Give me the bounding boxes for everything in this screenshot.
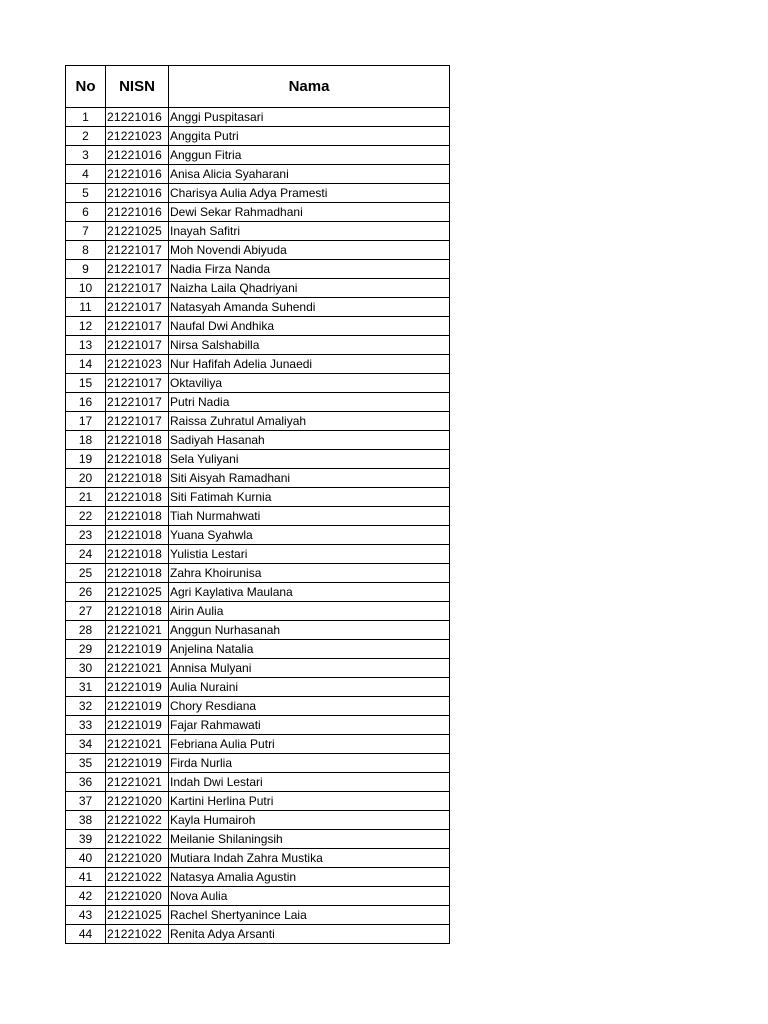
table-row (66, 716, 450, 735)
table-row (66, 203, 450, 222)
cell-no: 32 (66, 697, 106, 716)
cell-no: 28 (66, 621, 106, 640)
header-nisn: NISN (106, 66, 169, 108)
cell-no: 33 (66, 716, 106, 735)
cell-nama: Nirsa Salshabilla (169, 336, 450, 355)
cell-no: 15 (66, 374, 106, 393)
cell-nama: Yuana Syahwla (169, 526, 450, 545)
cell-nama: Firda Nurlia (169, 754, 450, 773)
cell-nama: Chory Resdiana (169, 697, 450, 716)
cell-no: 5 (66, 184, 106, 203)
cell-nisn: 21221021 (106, 773, 169, 792)
header-row (66, 66, 450, 108)
cell-no: 12 (66, 317, 106, 336)
cell-no: 31 (66, 678, 106, 697)
table-row (66, 868, 450, 887)
table-row (66, 640, 450, 659)
cell-nama: Meilanie Shilaningsih (169, 830, 450, 849)
cell-no: 8 (66, 241, 106, 260)
cell-no: 11 (66, 298, 106, 317)
cell-nisn: 21221022 (106, 868, 169, 887)
cell-nama: Anjelina Natalia (169, 640, 450, 659)
cell-nama: Zahra Khoirunisa (169, 564, 450, 583)
cell-nisn: 21221016 (106, 165, 169, 184)
cell-nisn: 21221017 (106, 393, 169, 412)
cell-nama: Fajar Rahmawati (169, 716, 450, 735)
student-table (65, 65, 450, 944)
cell-no: 16 (66, 393, 106, 412)
cell-no: 36 (66, 773, 106, 792)
cell-nama: Sela Yuliyani (169, 450, 450, 469)
cell-nama: Raissa Zuhratul Amaliyah (169, 412, 450, 431)
cell-nisn: 21221018 (106, 602, 169, 621)
cell-nama: Febriana Aulia Putri (169, 735, 450, 754)
table-row (66, 450, 450, 469)
table-row (66, 222, 450, 241)
cell-nama: Anggita Putri (169, 127, 450, 146)
cell-nama: Nur Hafifah Adelia Junaedi (169, 355, 450, 374)
cell-nisn: 21221017 (106, 241, 169, 260)
cell-nama: Nova Aulia (169, 887, 450, 906)
table-row (66, 146, 450, 165)
cell-nisn: 21221016 (106, 184, 169, 203)
cell-nisn: 21221018 (106, 545, 169, 564)
cell-nisn: 21221025 (106, 583, 169, 602)
table-row (66, 792, 450, 811)
cell-nisn: 21221016 (106, 146, 169, 165)
cell-nama: Rachel Shertyanince Laia (169, 906, 450, 925)
table-row (66, 336, 450, 355)
cell-nisn: 21221017 (106, 279, 169, 298)
table-row (66, 431, 450, 450)
cell-nisn: 21221021 (106, 735, 169, 754)
table-row (66, 260, 450, 279)
cell-no: 37 (66, 792, 106, 811)
cell-no: 17 (66, 412, 106, 431)
table-row (66, 279, 450, 298)
table-row (66, 488, 450, 507)
table-row (66, 108, 450, 127)
table-row (66, 355, 450, 374)
table-row (66, 811, 450, 830)
cell-nama: Anisa Alicia Syaharani (169, 165, 450, 184)
table-row (66, 184, 450, 203)
cell-nama: Sadiyah Hasanah (169, 431, 450, 450)
cell-no: 19 (66, 450, 106, 469)
cell-nisn: 21221019 (106, 697, 169, 716)
cell-no: 38 (66, 811, 106, 830)
cell-nama: Renita Adya Arsanti (169, 925, 450, 944)
table-body (66, 108, 450, 944)
cell-nisn: 21221025 (106, 222, 169, 241)
cell-no: 44 (66, 925, 106, 944)
cell-nisn: 21221017 (106, 412, 169, 431)
table-row (66, 564, 450, 583)
table-row (66, 165, 450, 184)
cell-nisn: 21221023 (106, 127, 169, 146)
cell-nama: Kayla Humairoh (169, 811, 450, 830)
cell-nisn: 21221021 (106, 621, 169, 640)
cell-nisn: 21221018 (106, 564, 169, 583)
cell-nisn: 21221022 (106, 811, 169, 830)
cell-no: 13 (66, 336, 106, 355)
cell-nisn: 21221017 (106, 317, 169, 336)
cell-nisn: 21221018 (106, 488, 169, 507)
table-row (66, 507, 450, 526)
cell-nisn: 21221019 (106, 640, 169, 659)
cell-nama: Dewi Sekar Rahmadhani (169, 203, 450, 222)
cell-nama: Tiah Nurmahwati (169, 507, 450, 526)
cell-nisn: 21221025 (106, 906, 169, 925)
cell-no: 14 (66, 355, 106, 374)
cell-nama: Aulia Nuraini (169, 678, 450, 697)
header-nama: Nama (169, 66, 450, 108)
cell-nama: Yulistia Lestari (169, 545, 450, 564)
table-row (66, 393, 450, 412)
cell-nama: Charisya Aulia Adya Pramesti (169, 184, 450, 203)
cell-no: 34 (66, 735, 106, 754)
cell-nama: Naufal Dwi Andhika (169, 317, 450, 336)
cell-nama: Mutiara Indah Zahra Mustika (169, 849, 450, 868)
cell-nama: Anggun Nurhasanah (169, 621, 450, 640)
cell-nisn: 21221022 (106, 830, 169, 849)
table-header (66, 66, 450, 108)
cell-nisn: 21221017 (106, 298, 169, 317)
cell-no: 40 (66, 849, 106, 868)
cell-no: 20 (66, 469, 106, 488)
cell-no: 35 (66, 754, 106, 773)
spreadsheet-sheet (65, 65, 450, 944)
cell-nisn: 21221016 (106, 108, 169, 127)
cell-nama: Nadia Firza Nanda (169, 260, 450, 279)
cell-nisn: 21221019 (106, 754, 169, 773)
table-row (66, 773, 450, 792)
table-row (66, 754, 450, 773)
cell-no: 10 (66, 279, 106, 298)
cell-no: 24 (66, 545, 106, 564)
cell-no: 42 (66, 887, 106, 906)
cell-nisn: 21221022 (106, 925, 169, 944)
table-row (66, 849, 450, 868)
cell-no: 4 (66, 165, 106, 184)
cell-nisn: 21221020 (106, 887, 169, 906)
cell-nama: Siti Aisyah Ramadhani (169, 469, 450, 488)
table-row (66, 469, 450, 488)
cell-nisn: 21221017 (106, 260, 169, 279)
cell-no: 27 (66, 602, 106, 621)
cell-no: 6 (66, 203, 106, 222)
cell-nisn: 21221018 (106, 507, 169, 526)
cell-nisn: 21221019 (106, 678, 169, 697)
table-row (66, 735, 450, 754)
cell-nisn: 21221019 (106, 716, 169, 735)
cell-no: 39 (66, 830, 106, 849)
cell-nama: Siti Fatimah Kurnia (169, 488, 450, 507)
cell-no: 29 (66, 640, 106, 659)
cell-nisn: 21221018 (106, 431, 169, 450)
cell-nama: Annisa Mulyani (169, 659, 450, 678)
cell-nama: Inayah Safitri (169, 222, 450, 241)
cell-nama: Oktaviliya (169, 374, 450, 393)
table-row (66, 925, 450, 944)
table-row (66, 697, 450, 716)
table-row (66, 526, 450, 545)
table-row (66, 887, 450, 906)
table-row (66, 602, 450, 621)
cell-no: 3 (66, 146, 106, 165)
table-row (66, 317, 450, 336)
table-row (66, 127, 450, 146)
cell-no: 26 (66, 583, 106, 602)
cell-nama: Kartini Herlina Putri (169, 792, 450, 811)
cell-nama: Putri Nadia (169, 393, 450, 412)
cell-nisn: 21221023 (106, 355, 169, 374)
table-row (66, 374, 450, 393)
cell-no: 25 (66, 564, 106, 583)
table-row (66, 412, 450, 431)
header-no: No (66, 66, 106, 108)
table-row (66, 659, 450, 678)
cell-nisn: 21221021 (106, 659, 169, 678)
table-row (66, 298, 450, 317)
cell-nisn: 21221017 (106, 336, 169, 355)
cell-nama: Moh Novendi Abiyuda (169, 241, 450, 260)
cell-nisn: 21221018 (106, 469, 169, 488)
cell-nisn: 21221020 (106, 792, 169, 811)
cell-nama: Natasya Amalia Agustin (169, 868, 450, 887)
cell-nama: Airin Aulia (169, 602, 450, 621)
cell-no: 23 (66, 526, 106, 545)
cell-no: 18 (66, 431, 106, 450)
cell-nama: Indah Dwi Lestari (169, 773, 450, 792)
cell-nisn: 21221017 (106, 374, 169, 393)
cell-no: 7 (66, 222, 106, 241)
cell-nisn: 21221020 (106, 849, 169, 868)
table-row (66, 241, 450, 260)
cell-no: 21 (66, 488, 106, 507)
cell-no: 9 (66, 260, 106, 279)
cell-nama: Anggun Fitria (169, 146, 450, 165)
cell-no: 1 (66, 108, 106, 127)
cell-no: 22 (66, 507, 106, 526)
cell-nama: Natasyah Amanda Suhendi (169, 298, 450, 317)
table-row (66, 906, 450, 925)
cell-nisn: 21221018 (106, 526, 169, 545)
table-row (66, 583, 450, 602)
cell-nisn: 21221016 (106, 203, 169, 222)
cell-nama: Agri Kaylativa Maulana (169, 583, 450, 602)
cell-no: 2 (66, 127, 106, 146)
table-row (66, 545, 450, 564)
table-row (66, 830, 450, 849)
table-row (66, 678, 450, 697)
table-row (66, 621, 450, 640)
cell-no: 43 (66, 906, 106, 925)
cell-nisn: 21221018 (106, 450, 169, 469)
cell-no: 41 (66, 868, 106, 887)
cell-no: 30 (66, 659, 106, 678)
cell-nama: Naizha Laila Qhadriyani (169, 279, 450, 298)
cell-nama: Anggi Puspitasari (169, 108, 450, 127)
